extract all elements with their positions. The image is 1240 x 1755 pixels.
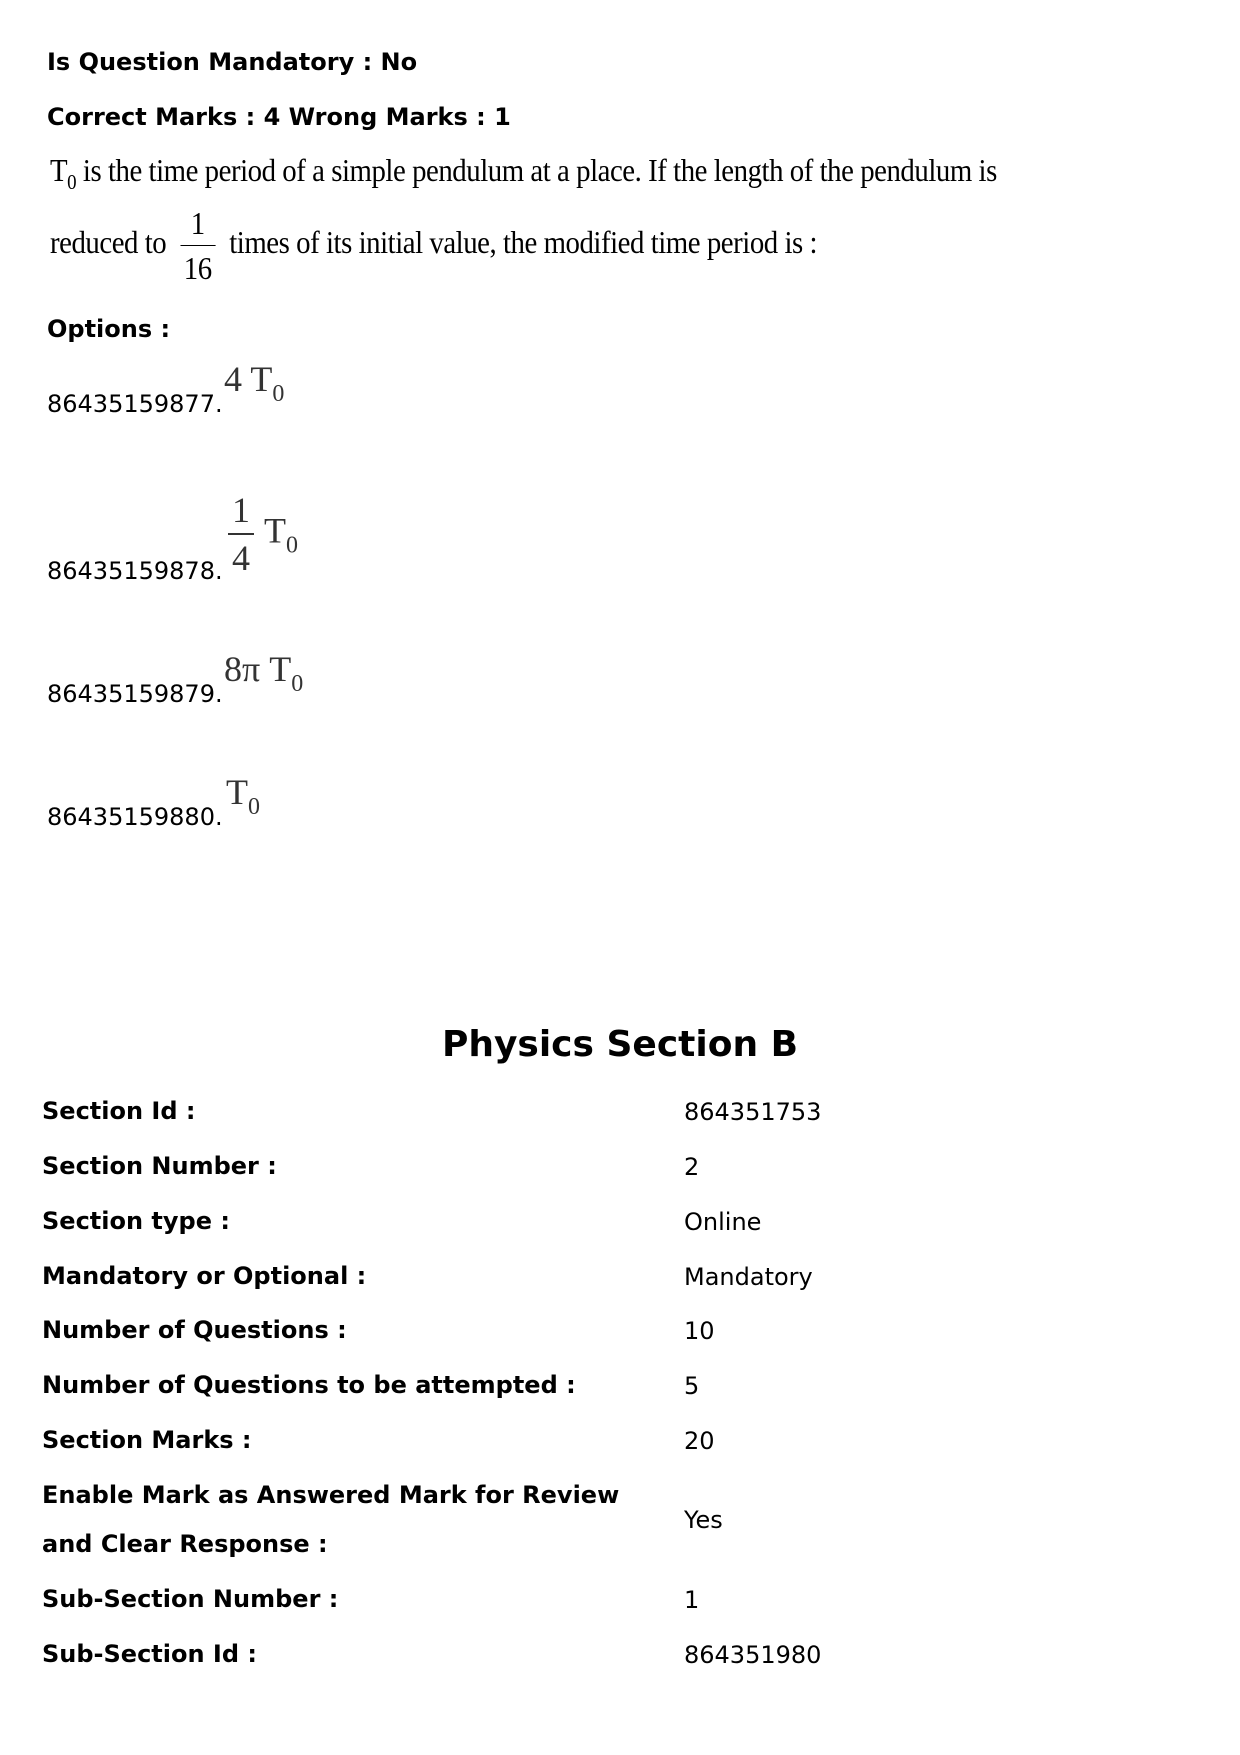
question-mandatory-line: Is Question Mandatory : No (47, 48, 418, 76)
option-3-symbol: T (269, 649, 292, 689)
option-1-symbol: T (250, 359, 273, 399)
section-marks-value: 20 (684, 1427, 715, 1455)
section-marks-label: Section Marks : (42, 1426, 252, 1454)
question-text-part-1: is the time period of a simple pendulum at a place. If the length of the pendulum is (76, 152, 997, 188)
option-2-subscript: 0 (286, 532, 298, 559)
fraction-numerator: 1 (180, 207, 215, 246)
option-1-coef: 4 (224, 359, 242, 399)
question-text-line-1 (50, 152, 997, 195)
section-number-label: Section Number : (42, 1152, 277, 1180)
question-text-line-2 (50, 207, 817, 284)
option-4-id: 86435159880. (47, 803, 223, 831)
number-of-questions-value: 10 (684, 1317, 715, 1345)
enable-mark-value: Yes (684, 1506, 723, 1534)
option-2-fraction-numerator: 1 (228, 492, 254, 535)
sub-section-number-label: Sub-Section Number : (42, 1585, 339, 1613)
mandatory-optional-label: Mandatory or Optional : (42, 1262, 367, 1290)
option-1-subscript: 0 (272, 381, 285, 407)
options-heading: Options : (47, 315, 171, 343)
number-of-questions-label: Number of Questions : (42, 1316, 347, 1344)
option-3-math (224, 648, 303, 698)
option-3-subscript: 0 (291, 671, 304, 697)
option-4-symbol: T (226, 772, 248, 812)
section-id-value: 864351753 (684, 1098, 822, 1126)
questions-to-attempt-value: 5 (684, 1372, 700, 1400)
section-type-label: Section type : (42, 1207, 230, 1235)
option-4-subscript: 0 (248, 794, 260, 820)
section-title: Physics Section B (441, 1024, 799, 1065)
option-2-id: 86435159878. (47, 557, 223, 585)
question-fraction (180, 207, 215, 284)
period-symbol: T (50, 152, 68, 188)
option-2-fraction-denominator: 4 (232, 538, 250, 578)
enable-mark-label: Enable Mark as Answered Mark for Review and Clear Response : (42, 1481, 620, 1558)
option-2-symbol: T (264, 510, 286, 551)
option-1-math (224, 358, 284, 408)
question-text-part-2b: times of its initial value, the modified time period is : (229, 223, 818, 260)
section-number-value: 2 (684, 1153, 700, 1181)
option-2-math (228, 492, 298, 576)
sub-section-number-value: 1 (684, 1586, 700, 1614)
question-text-part-2a: reduced to (50, 223, 167, 260)
option-3-coef: 8π (224, 649, 261, 689)
section-type-value: Online (684, 1208, 762, 1236)
questions-to-attempt-label: Number of Questions to be attempted : (42, 1371, 576, 1399)
mandatory-optional-value: Mandatory (684, 1263, 813, 1291)
period-subscript: 0 (67, 170, 77, 194)
sub-section-id-value: 864351980 (684, 1641, 822, 1669)
option-1-id: 86435159877. (47, 390, 223, 418)
section-id-label: Section Id : (42, 1097, 196, 1125)
option-3-id: 86435159879. (47, 680, 223, 708)
sub-section-id-label: Sub-Section Id : (42, 1640, 257, 1668)
fraction-denominator: 16 (183, 250, 212, 286)
question-marks-line: Correct Marks : 4 Wrong Marks : 1 (47, 103, 511, 131)
option-2-fraction (228, 492, 254, 576)
option-4-math (226, 771, 260, 821)
